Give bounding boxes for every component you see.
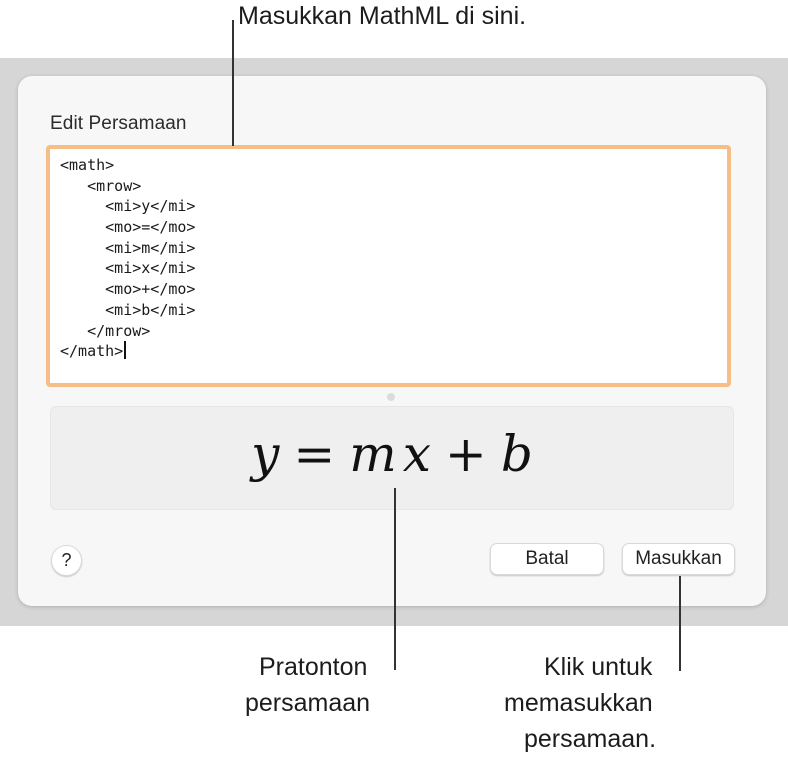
code-line: <mrow> [60,176,142,195]
callout-preview-line2: persamaan [245,689,371,717]
mathml-editor[interactable] [46,145,731,387]
code-line: <mo>+</mo> [60,280,196,299]
callout-insert-line3: persamaan. [524,725,657,753]
callout-insert-line2: memasukkan [504,689,653,717]
callout-mathml-input: Masukkan MathML di sini. [238,2,527,30]
mathml-code[interactable] [60,155,195,362]
formula-var-b: b [500,425,533,483]
code-line: <mi>m</mi> [60,238,196,257]
dialog-title: Edit Persamaan [50,113,187,134]
text-caret [124,341,126,359]
callout-insert-line1: Klik untuk [544,653,653,681]
insert-button[interactable]: Masukkan [622,543,735,575]
callout-preview-line1: Pratonton [259,653,368,681]
formula-plus: + [444,425,487,483]
code-line-text: </math> [60,342,124,361]
code-line-last [60,341,195,362]
code-line: <mi>y</mi> [60,197,196,216]
callout-line-mathml [232,20,234,146]
code-line: <mi>b</mi> [60,300,196,319]
code-line: <math> [60,156,115,174]
callout-line-preview [394,488,396,670]
help-button[interactable]: ? [51,545,82,576]
formula-var-y: y [251,425,280,483]
code-line: </mrow> [60,321,151,340]
formula-equals: = [293,425,336,483]
edit-equation-dialog [18,76,766,606]
callout-line-insert [679,576,681,671]
cancel-button[interactable]: Batal [490,543,604,575]
preview-formula [51,424,733,484]
resize-handle[interactable] [387,393,395,401]
equation-preview [50,406,734,510]
formula-var-m: m [349,425,397,483]
formula-var-x: x [402,425,431,483]
code-line: <mo>=</mo> [60,218,196,237]
code-line: <mi>x</mi> [60,259,196,278]
